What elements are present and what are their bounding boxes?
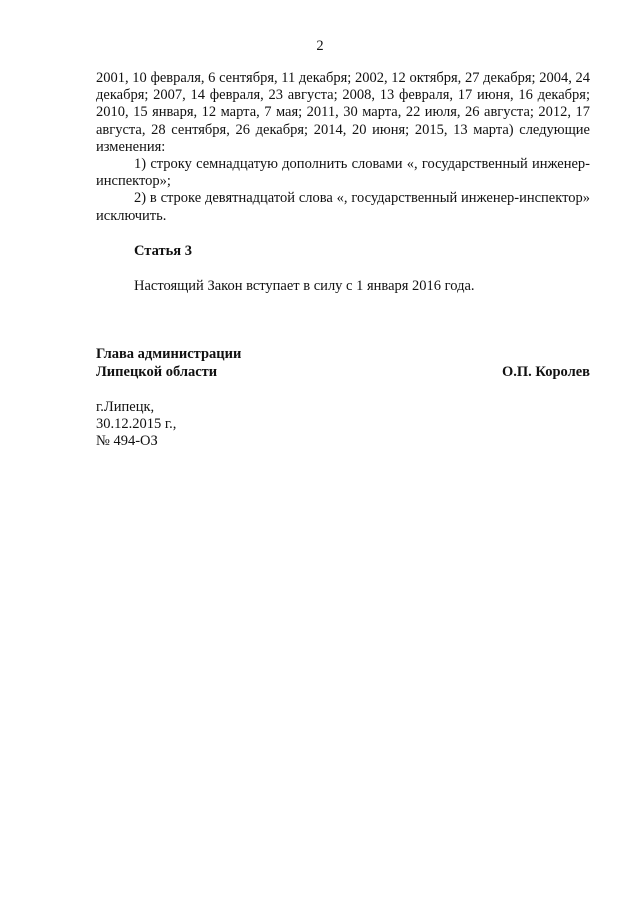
page-number: 2 [316,38,324,54]
law-number: № 494-ОЗ [96,433,158,449]
signature-title-line-2: Липецкой области [96,364,218,380]
amendment-item-1: 1) строку семнадцатую дополнить словами «, государственный инженер-инспектор»; [96,156,590,190]
article-3-text: Настоящий Закон вступает в силу с 1 января 2016 года. [134,278,475,294]
place-city: г.Липецк, [96,399,155,415]
amendments-section [96,70,590,225]
place-date-block [96,399,176,450]
article-3-heading: Статья 3 [134,243,192,259]
signatory-name: О.П. Королев [502,364,590,380]
place-date: 30.12.2015 г., [96,416,177,432]
amendment-item-2: 2) в строке девятнадцатой слова «, государственный инженер-инспектор» исключить. [96,190,590,224]
signature-title-line-1: Глава администрации [96,346,242,362]
signature-block [96,345,590,381]
signature-row [96,363,590,381]
amendments-intro-paragraph: 2001, 10 февраля, 6 сентября, 11 декабря; 2002, 12 октября, 27 декабря; 2004, 24 декабря; 2007, 14 февраля, 23 августа; 2008, 13 февраля, 17 июня, 16 декабря; 2010, 15 января, 12 марта, 7 мая; 2011, 30 марта, 22 июля, 26 августа; 2012, 17 августа, 28 сентября, 26 декабря; 2014, 20 июня; 2015, 13 марта) следующие изменения: [96,70,590,155]
